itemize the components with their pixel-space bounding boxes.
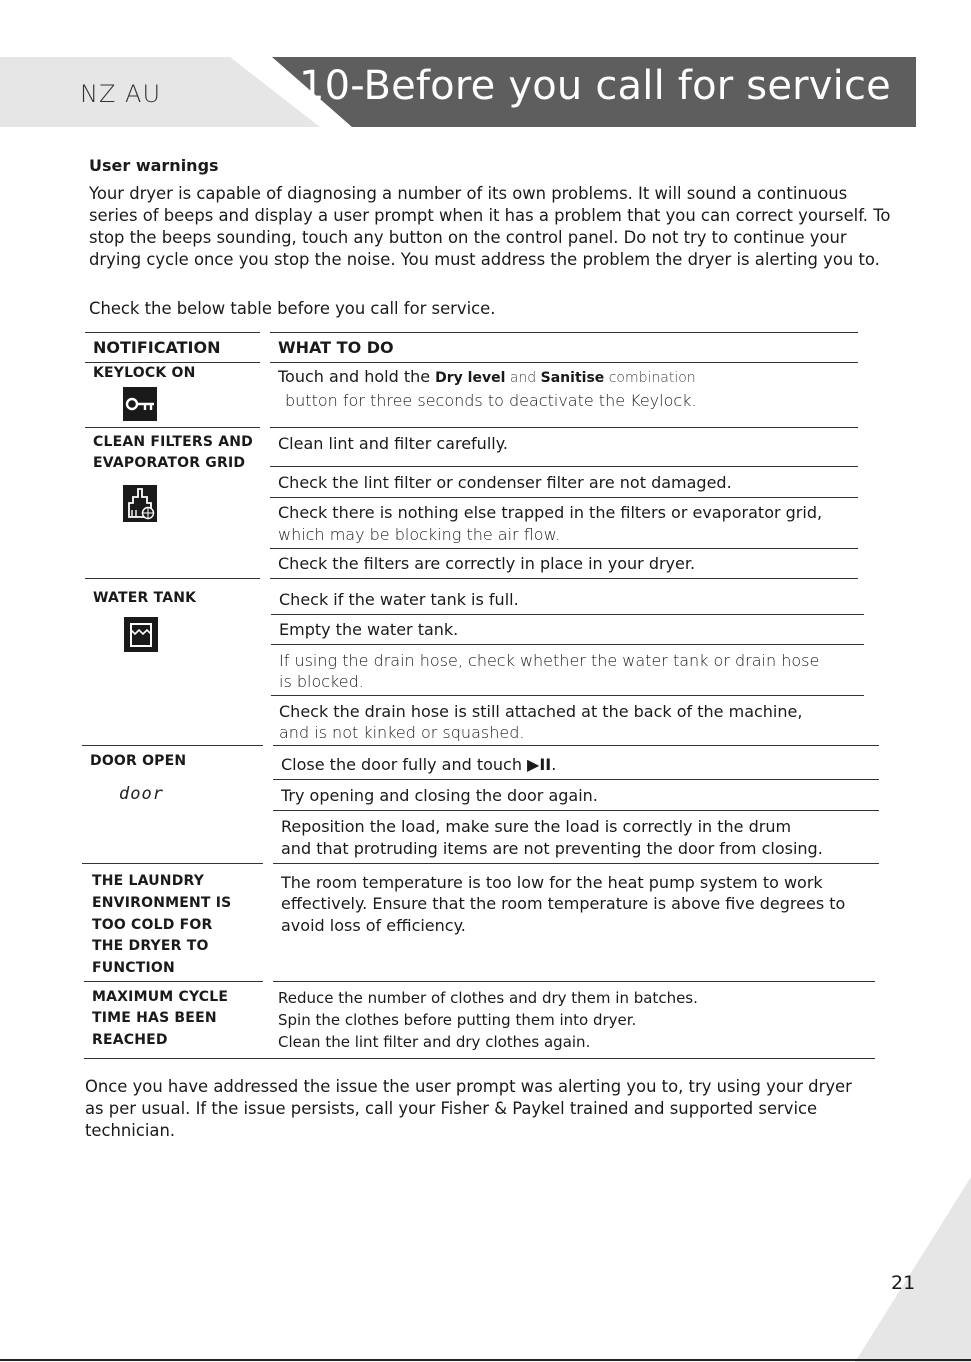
keylock-rule-right — [270, 427, 858, 428]
door-action-3b: and that protruding items are not preventing the door from closing. — [281, 839, 823, 858]
keylock-action-line1 — [278, 366, 696, 389]
filters-action-4: Check the filters are correctly in place in your dryer. — [278, 554, 696, 573]
filters-rule-3 — [270, 548, 858, 549]
door-rule-left — [82, 863, 263, 864]
page-title: 10-Before you call for service — [298, 63, 891, 109]
column-header-notification: NOTIFICATION — [93, 338, 221, 357]
notification-max-cycle-1: MAXIMUM CYCLE — [92, 989, 229, 1005]
notification-too-cold-2: ENVIRONMENT IS — [92, 895, 232, 911]
keylock-rule-left — [85, 427, 260, 428]
water-action-3b: is blocked. — [279, 672, 364, 691]
door-rule-right — [273, 863, 879, 864]
door-action-1 — [281, 754, 556, 776]
table-bottom-rule — [84, 1058, 875, 1059]
cold-rule-left — [84, 981, 263, 982]
door-display-indicator: door — [119, 784, 164, 804]
water-rule-2 — [271, 644, 864, 645]
intro-paragraph: Your dryer is capable of diagnosing a number of its own problems. It will sound a continuous series of beeps and display a user prompt when it has a problem that you can correct yourself. To stop the beeps sounding, touch any button on the control panel. Do not try to continue your drying cycle once you stop the noise. You must address the problem the dryer is alerting you to. — [89, 184, 891, 269]
notification-keylock: KEYLOCK ON — [93, 365, 196, 381]
notification-too-cold-3: TOO COLD FOR — [92, 917, 213, 933]
door-action-2: Try opening and closing the door again. — [281, 786, 598, 805]
water-action-3a: If using the drain hose, check whether the water tank or drain hose — [279, 651, 820, 670]
user-warnings-heading: User warnings — [89, 156, 219, 175]
filters-action-1: Clean lint and filter carefully. — [278, 434, 508, 453]
closing-paragraph: Once you have addressed the issue the user prompt was alerting you to, try using your dryer as per usual. If the issue persists, call your Fisher & Paykel trained and supported service technician. — [85, 1077, 852, 1140]
play-pause-icon: ▶II — [527, 755, 552, 774]
keylock-text-and: and — [505, 370, 541, 386]
filters-rule-left — [85, 578, 260, 579]
water-action-4b: and is not kinked or squashed. — [279, 723, 525, 742]
door-rule-1 — [273, 779, 879, 780]
notification-too-cold-1: THE LAUNDRY — [92, 873, 205, 889]
notification-max-cycle-3: REACHED — [92, 1032, 168, 1048]
bottom-rule — [0, 1359, 971, 1361]
water-tank-icon — [124, 617, 158, 652]
cold-action-1: The room temperature is too low for the heat pump system to work — [281, 873, 823, 892]
filter-icon — [123, 485, 157, 522]
cold-action-3: avoid loss of efficiency. — [281, 916, 466, 935]
notification-max-cycle-2: TIME HAS BEEN — [92, 1010, 217, 1026]
door-action-1-period: . — [551, 755, 557, 774]
water-rule-left — [82, 745, 263, 746]
notification-too-cold-5: FUNCTION — [92, 960, 175, 976]
table-top-rule-right — [270, 332, 858, 333]
filters-rule-2 — [270, 497, 858, 498]
max-cycle-action-1: Reduce the number of clothes and dry them in batches. — [278, 989, 698, 1007]
keylock-text-a: Touch and hold the — [278, 367, 436, 386]
page-number: 21 — [891, 1272, 916, 1294]
max-cycle-action-2: Spin the clothes before putting them into dryer. — [278, 1011, 637, 1029]
notification-water-tank: WATER TANK — [93, 590, 197, 606]
door-rule-2 — [273, 810, 879, 811]
notification-too-cold-4: THE DRYER TO — [92, 938, 209, 954]
filters-action-3a: Check there is nothing else trapped in the filters or evaporator grid, — [278, 503, 823, 522]
notification-clean-filters-1: CLEAN FILTERS AND — [93, 434, 253, 450]
door-action-1-text: Close the door fully and touch — [281, 755, 528, 774]
filters-action-3b: which may be blocking the air flow. — [278, 525, 561, 544]
water-rule-right — [273, 745, 879, 746]
filters-rule-right — [270, 578, 858, 579]
check-table-line: Check the below table before you call for service. — [89, 299, 496, 318]
cold-action-2: effectively. Ensure that the room temperature is above five degrees to — [281, 894, 846, 913]
region-label: NZ AU — [80, 80, 162, 108]
sanitise-label: Sanitise — [540, 370, 605, 386]
filters-action-2: Check the lint filter or condenser filter are not damaged. — [278, 473, 732, 492]
filters-rule-1 — [270, 466, 858, 467]
keylock-action-line2: button for three seconds to deactivate the Keylock. — [285, 391, 697, 410]
header-rule-right — [270, 362, 858, 363]
dry-level-label: Dry level — [435, 370, 506, 386]
water-rule-1 — [271, 614, 864, 615]
keylock-text-combination: combination — [604, 370, 696, 386]
water-action-2: Empty the water tank. — [279, 620, 459, 639]
water-action-4a: Check the drain hose is still attached at the back of the machine, — [279, 702, 803, 721]
water-action-1: Check if the water tank is full. — [279, 590, 519, 609]
notification-door-open: DOOR OPEN — [90, 753, 187, 769]
max-cycle-action-3: Clean the lint filter and dry clothes again. — [278, 1033, 591, 1051]
key-icon — [123, 387, 157, 421]
table-top-rule-left — [85, 332, 260, 333]
water-rule-3 — [271, 695, 864, 696]
corner-decoration — [855, 1177, 971, 1362]
column-header-what-to-do: WHAT TO DO — [278, 338, 394, 357]
door-action-3a: Reposition the load, make sure the load is correctly in the drum — [281, 817, 792, 836]
cold-rule-right — [273, 981, 875, 982]
notification-clean-filters-2: EVAPORATOR GRID — [93, 455, 246, 471]
